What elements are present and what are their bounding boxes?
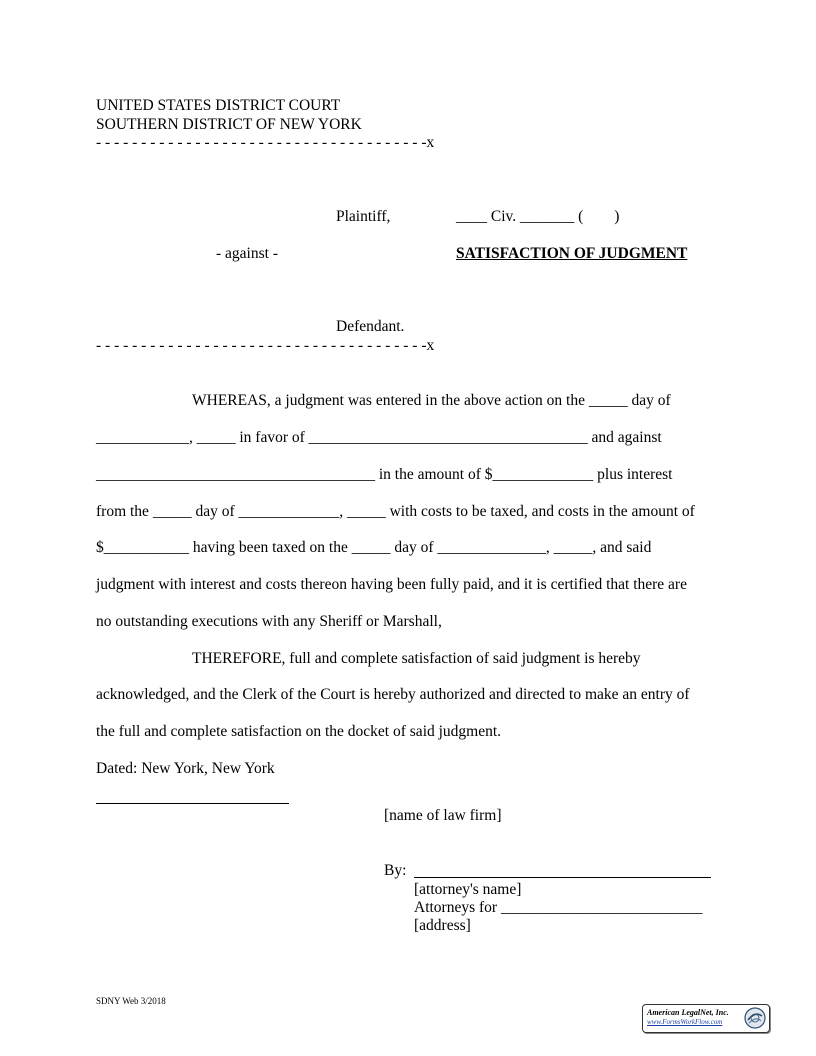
- law-firm-name: [name of law firm]: [384, 807, 502, 824]
- attorney-address: [address]: [414, 917, 471, 934]
- body-line: judgment with interest and costs thereon having been fully paid, and it is certified that there are: [96, 576, 687, 593]
- defendant-label: Defendant.: [336, 318, 405, 335]
- case-number: ____ Civ. _______ ( ): [456, 208, 620, 225]
- caption-divider-top: - - - - - - - - - - - - - - - - - - - - - - - - - - - - - - - - - - - - -x: [96, 134, 435, 151]
- body-line: the full and complete satisfaction on the docket of said judgment.: [96, 723, 502, 740]
- court-district: SOUTHERN DISTRICT OF NEW YORK: [96, 116, 362, 133]
- against-label: - against -: [216, 245, 278, 262]
- body-line: THEREFORE, full and complete satisfaction of said judgment is hereby: [192, 650, 641, 667]
- globe-icon: [744, 1007, 766, 1029]
- caption-divider-bottom: - - - - - - - - - - - - - - - - - - - - - - - - - - - - - - - - - - - - -x: [96, 337, 435, 354]
- body-line: ____________, _____ in favor of ____________________________________ and against: [96, 429, 662, 446]
- by-label: By:: [384, 862, 407, 879]
- date-signature-rule: [96, 803, 289, 804]
- attorneys-for: Attorneys for __________________________: [414, 899, 703, 916]
- court-name: UNITED STATES DISTRICT COURT: [96, 97, 341, 114]
- dated-line: Dated: New York, New York: [96, 760, 275, 777]
- body-line: WHEREAS, a judgment was entered in the above action on the _____ day of: [192, 392, 671, 409]
- plaintiff-label: Plaintiff,: [336, 208, 391, 225]
- vendor-logo: [642, 1004, 770, 1033]
- body-line: ____________________________________ in the amount of $_____________ plus interest: [96, 466, 673, 483]
- attorney-signature-rule: [414, 877, 711, 878]
- body-line: $___________ having been taxed on the _____ day of ______________, _____, and said: [96, 539, 652, 556]
- body-line: acknowledged, and the Clerk of the Court is hereby authorized and directed to make an entry of: [96, 686, 690, 703]
- vendor-logo-name: American LegalNet, Inc.: [647, 1008, 729, 1017]
- attorney-name: [attorney's name]: [414, 881, 522, 898]
- vendor-logo-link[interactable]: www.FormsWorkFlow.com: [647, 1018, 723, 1026]
- body-line: from the _____ day of _____________, _____ with costs to be taxed, and costs in the amount of: [96, 503, 695, 520]
- document-title: SATISFACTION OF JUDGMENT: [456, 245, 688, 262]
- form-code: SDNY Web 3/2018: [96, 996, 166, 1006]
- body-line: no outstanding executions with any Sheriff or Marshall,: [96, 613, 442, 630]
